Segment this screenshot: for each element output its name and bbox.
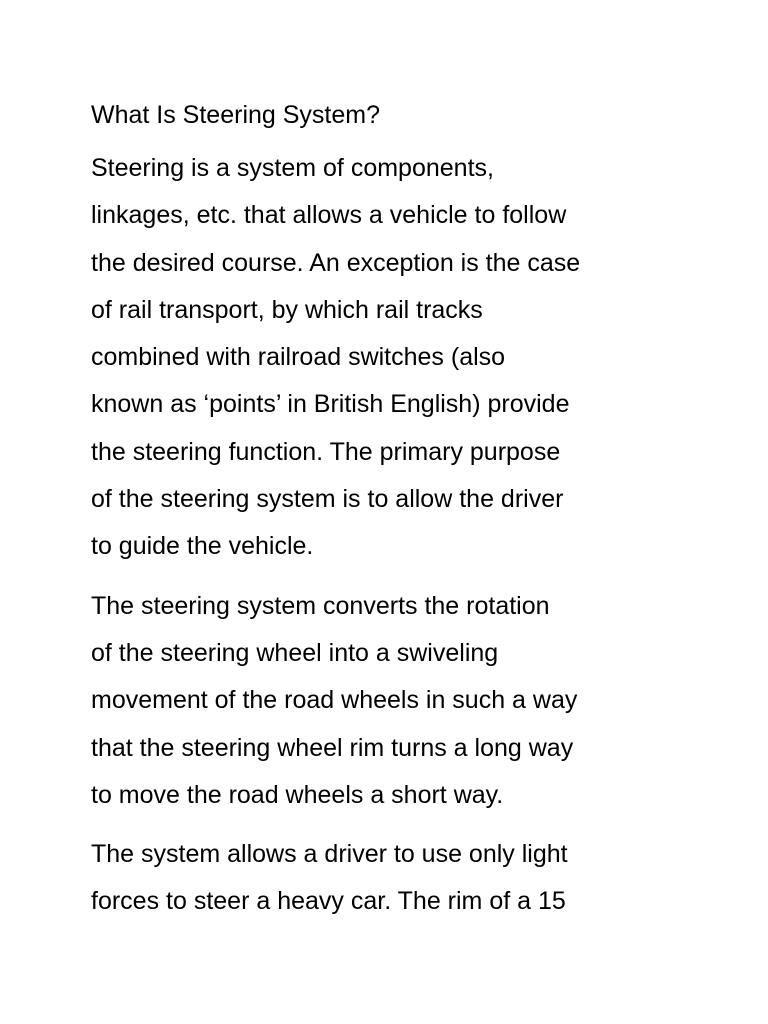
- text-line: the desired course. An exception is the case: [91, 248, 581, 277]
- text-line: of rail transport, by which rail tracks: [91, 295, 483, 324]
- text-line: movement of the road wheels in such a way: [91, 686, 578, 715]
- text-line: the steering function. The primary purpose: [91, 437, 561, 466]
- text-line: forces to steer a heavy car. The rim of a 15: [91, 887, 566, 916]
- text-line: of the steering system is to allow the driver: [91, 485, 564, 514]
- text-line: to guide the vehicle.: [91, 532, 314, 561]
- paragraph-light-forces: [91, 831, 691, 926]
- paragraph-definition: [91, 145, 691, 571]
- text-line: of the steering wheel into a swiveling: [91, 638, 499, 667]
- text-line: The system allows a driver to use only light: [91, 840, 568, 869]
- paragraph-conversion: [91, 583, 691, 819]
- text-line: The steering system converts the rotation: [91, 591, 550, 620]
- text-line: linkages, etc. that allows a vehicle to follow: [91, 201, 567, 230]
- text-line: known as ‘points’ in British English) provide: [91, 390, 570, 419]
- text-line: Steering is a system of components,: [91, 154, 494, 182]
- document-page: [91, 97, 691, 938]
- text-line: to move the road wheels a short way.: [91, 780, 504, 809]
- text-line: that the steering wheel rim turns a long way: [91, 733, 574, 762]
- text-line: combined with railroad switches (also: [91, 343, 506, 372]
- document-title: What Is Steering System?: [91, 101, 381, 129]
